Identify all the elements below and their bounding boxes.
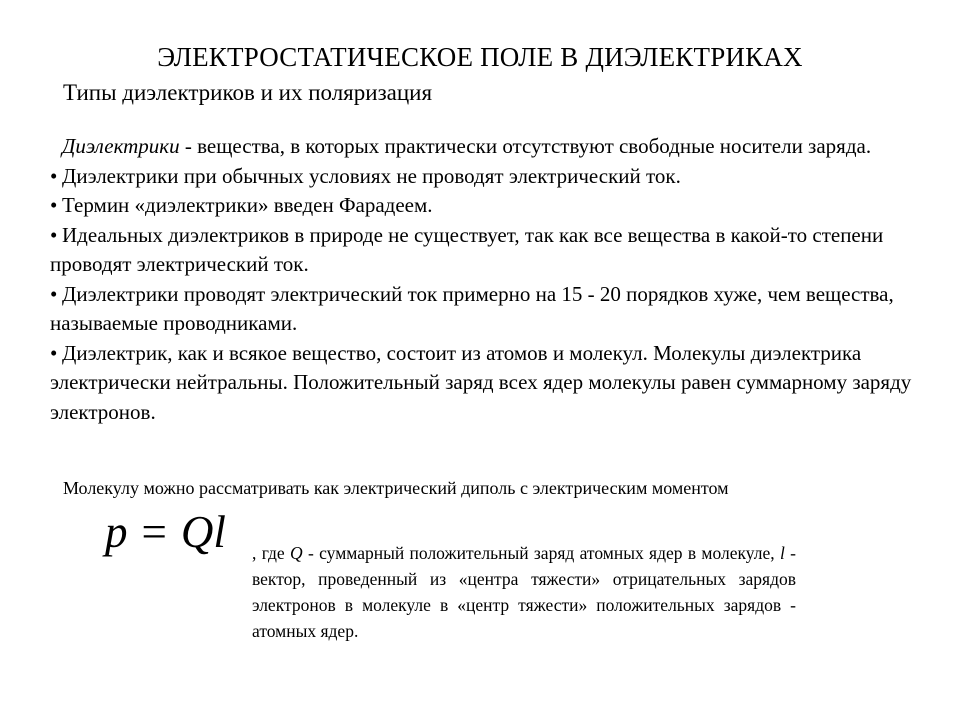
formula-rhs: Ql bbox=[180, 507, 226, 557]
description-paragraph bbox=[64, 540, 796, 644]
bullet-text: Диэлектрики при обычных условиях не проводят электрический ток. bbox=[62, 163, 681, 188]
page-title: ЭЛЕКТРОСТАТИЧЕСКОЕ ПОЛЕ В ДИЭЛЕКТРИКАХ bbox=[157, 42, 803, 72]
desc-part-2: - суммарный положительный заряд атомных ядер в молекуле, bbox=[302, 543, 780, 563]
bullet-text: Термин «диэлектрики» введен Фарадеем. bbox=[62, 193, 433, 217]
page-subtitle: Типы диэлектриков и их поляризация bbox=[63, 80, 433, 105]
desc-part-3: - вектор, проведенный из «центра тяжести» отрицательных зарядов электронов в молекуле в «центр тяжести» положительных зарядов - атомных ядер. bbox=[252, 543, 797, 641]
formula-equals: = bbox=[141, 507, 167, 557]
bullet-marker: • bbox=[50, 163, 58, 188]
body-text bbox=[36, 132, 926, 427]
definition-paragraph bbox=[36, 132, 926, 162]
bullet-item bbox=[36, 191, 926, 221]
bullet-marker: • bbox=[50, 193, 58, 217]
bullet-item bbox=[36, 280, 926, 339]
formula-description bbox=[64, 540, 796, 644]
bullet-text: Диэлектрики проводят электрический ток примерно на 15 - 20 порядков хуже, чем вещества, называемые проводниками. bbox=[50, 281, 894, 335]
desc-part-1: , где bbox=[252, 543, 291, 563]
dipole-intro: Молекулу можно рассматривать как электрический диполь с электрическим моментом bbox=[63, 478, 729, 498]
bullet-text: Диэлектрик, как и всякое вещество, состоит из атомов и молекул. Молекулы диэлектрика электрически нейтральны. Положительный заряд всех ядер молекулы равен суммарному заряду электронов. bbox=[50, 340, 912, 424]
definition-text: - вещества, в которых практически отсутствуют свободные носители заряда. bbox=[179, 134, 872, 158]
bullet-text: Идеальных диэлектриков в природе не существует, так как все вещества в какой-то степени проводят электрический ток. bbox=[50, 222, 884, 276]
formula-lhs: p bbox=[105, 507, 128, 557]
bullet-item bbox=[36, 339, 926, 428]
bullet-marker: • bbox=[50, 340, 58, 365]
desc-symbol-q: Q bbox=[290, 543, 303, 563]
bullet-item bbox=[36, 162, 926, 192]
bullet-marker: • bbox=[50, 281, 58, 306]
bullet-item bbox=[36, 221, 926, 280]
desc-symbol-l: l bbox=[779, 543, 785, 563]
bullet-marker: • bbox=[50, 222, 58, 247]
definition-term: Диэлектрики bbox=[62, 134, 180, 158]
